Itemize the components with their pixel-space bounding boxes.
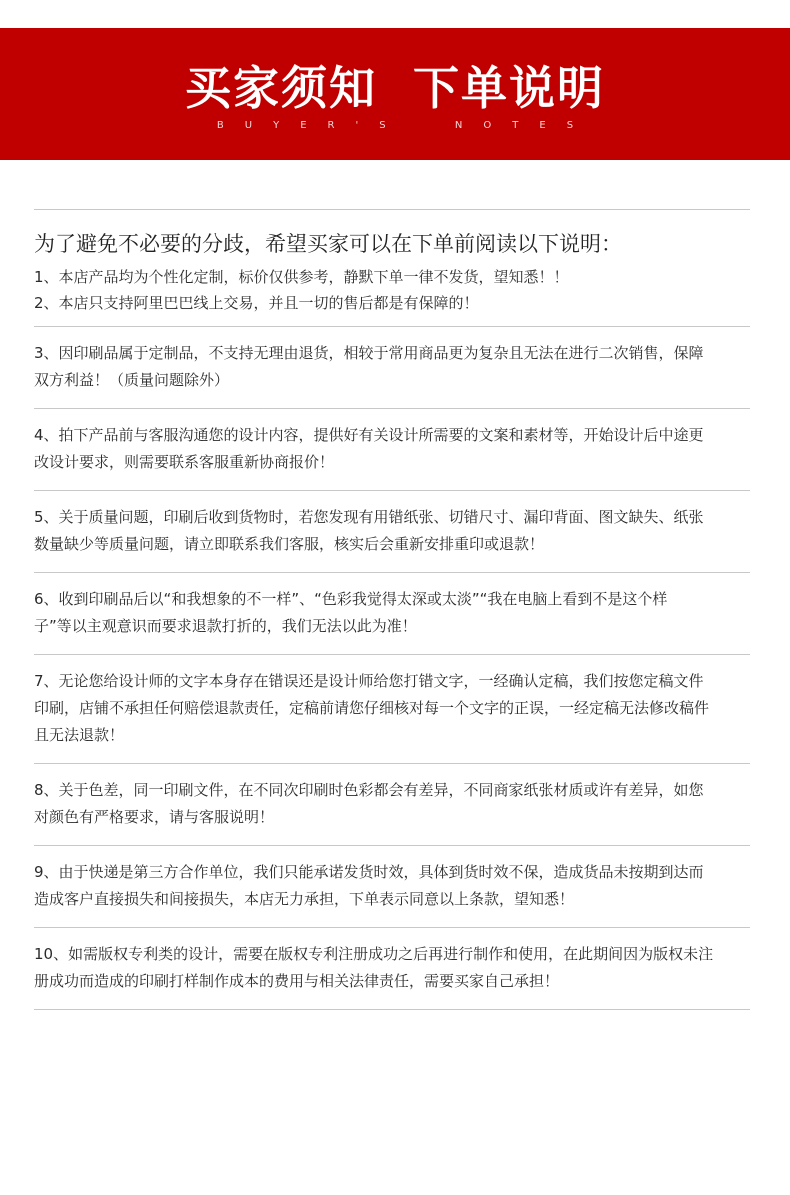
note-line: 造成客户直接损失和间接损失，本店无力承担，下单表示同意以上条款，望知悉！ — [34, 890, 575, 908]
note-line: 册成功而造成的印刷打样制作成本的费用与相关法律责任，需要买家自己承担！ — [34, 972, 560, 990]
note-line: 7、无论您给设计师的文字本身存在错误还是设计师给您打错文字，一经确认定稿，我们按您定稿文件 — [34, 672, 704, 690]
note-line: 6、收到印刷品后以“和我想象的不一样”、“色彩我觉得太深或太淡”“我在电脑上看到不是这个样 — [34, 590, 668, 608]
note-line: 对颜色有严格要求，请与客服说明！ — [34, 808, 275, 826]
note-item-4 — [34, 409, 750, 490]
note-line: 且无法退款！ — [34, 726, 125, 744]
header-banner — [0, 28, 790, 160]
banner-subtitle: BUYER'S NOTES — [216, 120, 595, 131]
intro-heading: 为了避免不必要的分歧，希望买家可以在下单前阅读以下说明： — [34, 232, 622, 256]
note-line: 改设计要求，则需要联系客服重新协商报价！ — [34, 453, 335, 471]
note-item-8 — [34, 764, 750, 845]
note-item-3 — [34, 327, 750, 408]
note-item-7 — [34, 655, 750, 763]
banner-title: 买家须知 下单说明 — [184, 61, 606, 115]
note-item-5 — [34, 491, 750, 572]
note-line: 8、关于色差，同一印刷文件，在不同次印刷时色彩都会有差异，不同商家纸张材质或许有差异，如您 — [34, 781, 704, 799]
note-item-9 — [34, 846, 750, 927]
note-line: 子”等以主观意识而要求退款打折的，我们无法以此为准！ — [34, 617, 417, 635]
divider — [34, 209, 750, 210]
note-line: 3、因印刷品属于定制品，不支持无理由退货，相较于常用商品更为复杂且无法在进行二次销售，保障 — [34, 344, 704, 362]
note-line: 4、拍下产品前与客服沟通您的设计内容，提供好有关设计所需要的文案和素材等，开始设计后中途更 — [34, 426, 704, 444]
note-line: 9、由于快递是第三方合作单位，我们只能承诺发货时效，具体到货时效不保，造成货品未按期到达而 — [34, 863, 704, 881]
note-line: 双方利益！（质量问题除外） — [34, 371, 230, 389]
note-line: 10、如需版权专利类的设计，需要在版权专利注册成功之后再进行制作和使用，在此期间因为版权未注 — [34, 945, 714, 963]
note-line: 数量缺少等质量问题，请立即联系我们客服，核实后会重新安排重印或退款！ — [34, 535, 545, 553]
note-item-6 — [34, 573, 750, 654]
note-line: 5、关于质量问题，印刷后收到货物时，若您发现有用错纸张、切错尺寸、漏印背面、图文缺失、纸张 — [34, 508, 704, 526]
note-item-10 — [34, 928, 750, 1009]
intro-item: 1、本店产品均为个性化定制，标价仅供参考，静默下单一律不发货，望知悉！！ — [34, 268, 569, 286]
notes-content — [34, 209, 750, 1010]
divider — [34, 1009, 750, 1010]
intro-list — [34, 264, 750, 326]
intro-item: 2、本店只支持阿里巴巴线上交易，并且一切的售后都是有保障的！ — [34, 294, 479, 312]
note-line: 印刷，店铺不承担任何赔偿退款责任，定稿前请您仔细核对每一个文字的正误，一经定稿无法修改稿件 — [34, 699, 710, 717]
